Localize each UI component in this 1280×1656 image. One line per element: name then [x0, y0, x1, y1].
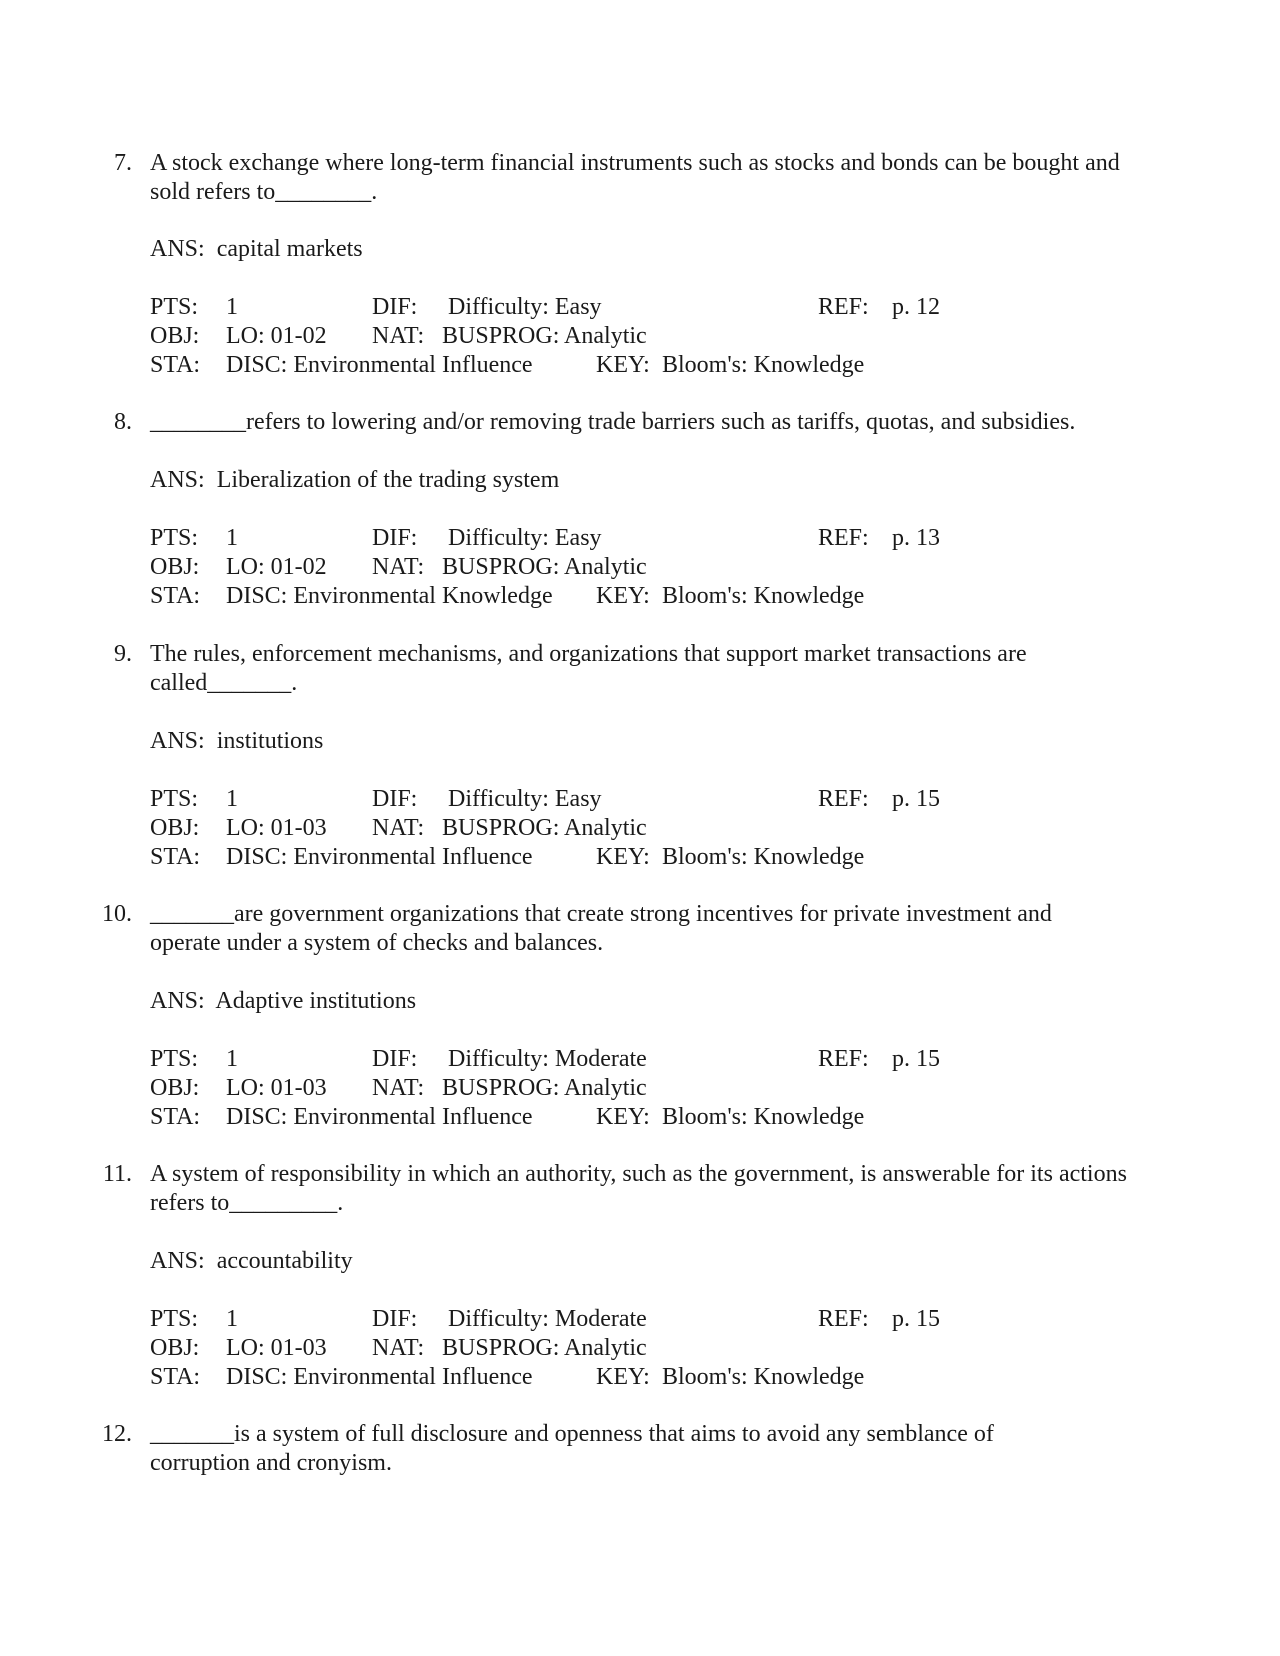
key-label: KEY:: [596, 352, 650, 378]
answer-label: ANS:: [150, 236, 205, 262]
pts-label: PTS:: [150, 786, 199, 812]
nat-label: NAT:: [372, 554, 425, 580]
answer-label: ANS:: [150, 1248, 205, 1274]
dif-value: Difficulty: Easy: [448, 294, 602, 320]
pts-value: 1: [226, 786, 238, 812]
question-text: ________refers to lowering and/or removing trade barriers such as tariffs, quotas, and subsidies.: [150, 409, 1076, 435]
pts-value: 1: [226, 294, 238, 320]
question-text: _______are government organizations that create strong incentives for private investment and operate under a system of checks and balances.: [150, 901, 1052, 956]
question-number: 12.: [102, 1421, 132, 1447]
answer-label: ANS:: [150, 728, 205, 754]
nat-label: NAT:: [372, 815, 425, 841]
answer-text: Liberalization of the trading system: [216, 467, 560, 493]
question-metadata: [150, 785, 1150, 872]
key-value: Bloom's: Knowledge: [662, 1364, 865, 1390]
question-number: 11.: [102, 1161, 132, 1187]
answer-text: accountability: [216, 1248, 353, 1274]
ref-label: REF:: [818, 294, 869, 320]
obj-value: LO: 01-03: [226, 815, 327, 841]
sta-value: DISC: Environmental Influence: [226, 1364, 533, 1390]
question-text: The rules, enforcement mechanisms, and organizations that support market transactions are called_______.: [150, 641, 1027, 696]
sta-label: STA:: [150, 352, 201, 378]
pts-label: PTS:: [150, 294, 199, 320]
pts-label: PTS:: [150, 1306, 199, 1332]
sta-label: STA:: [150, 1104, 201, 1130]
question-metadata: [150, 1045, 1150, 1132]
dif-label: DIF:: [372, 1046, 418, 1072]
nat-value: BUSPROG: Analytic: [442, 554, 647, 580]
dif-value: Difficulty: Easy: [448, 786, 602, 812]
key-label: KEY:: [596, 1364, 650, 1390]
question-number: 7.: [114, 150, 132, 176]
ref-value: p. 15: [892, 786, 940, 812]
pts-value: 1: [226, 1306, 238, 1332]
answer-text: Adaptive institutions: [215, 988, 417, 1014]
obj-label: OBJ:: [150, 1335, 200, 1361]
question-metadata: [150, 293, 1150, 380]
key-value: Bloom's: Knowledge: [662, 583, 865, 609]
dif-label: DIF:: [372, 294, 418, 320]
answer-label: ANS:: [150, 988, 205, 1014]
question-number: 9.: [114, 641, 132, 667]
answer-line: [150, 1247, 353, 1276]
nat-value: BUSPROG: Analytic: [442, 1335, 647, 1361]
answer-line: [150, 727, 323, 756]
nat-value: BUSPROG: Analytic: [442, 815, 647, 841]
obj-value: LO: 01-03: [226, 1335, 327, 1361]
ref-label: REF:: [818, 1306, 869, 1332]
key-label: KEY:: [596, 844, 650, 870]
nat-label: NAT:: [372, 323, 425, 349]
ref-label: REF:: [818, 525, 869, 551]
obj-label: OBJ:: [150, 1075, 200, 1101]
pts-label: PTS:: [150, 525, 199, 551]
ref-value: p. 15: [892, 1306, 940, 1332]
sta-value: DISC: Environmental Influence: [226, 844, 533, 870]
sta-label: STA:: [150, 583, 201, 609]
question-number: 8.: [114, 409, 132, 435]
ref-label: REF:: [818, 1046, 869, 1072]
obj-label: OBJ:: [150, 554, 200, 580]
dif-label: DIF:: [372, 1306, 418, 1332]
dif-label: DIF:: [372, 786, 418, 812]
sta-label: STA:: [150, 844, 201, 870]
obj-value: LO: 01-03: [226, 1075, 327, 1101]
question-metadata: [150, 524, 1150, 611]
answer-text: capital markets: [216, 236, 363, 262]
question-text: _______is a system of full disclosure and openness that aims to avoid any semblance of corruption and cronyism.: [150, 1421, 994, 1476]
ref-label: REF:: [818, 786, 869, 812]
nat-value: BUSPROG: Analytic: [442, 323, 647, 349]
answer-line: [150, 235, 363, 264]
ref-value: p. 15: [892, 1046, 940, 1072]
nat-label: NAT:: [372, 1335, 425, 1361]
obj-value: LO: 01-02: [226, 554, 327, 580]
question-number: 10.: [102, 901, 132, 927]
dif-value: Difficulty: Easy: [448, 525, 602, 551]
nat-label: NAT:: [372, 1075, 425, 1101]
pts-label: PTS:: [150, 1046, 199, 1072]
dif-value: Difficulty: Moderate: [448, 1306, 647, 1332]
nat-value: BUSPROG: Analytic: [442, 1075, 647, 1101]
pts-value: 1: [226, 1046, 238, 1072]
question-metadata: [150, 1305, 1150, 1392]
dif-label: DIF:: [372, 525, 418, 551]
sta-value: DISC: Environmental Knowledge: [226, 583, 553, 609]
obj-label: OBJ:: [150, 815, 200, 841]
key-value: Bloom's: Knowledge: [662, 1104, 865, 1130]
key-value: Bloom's: Knowledge: [662, 352, 865, 378]
key-label: KEY:: [596, 1104, 650, 1130]
pts-value: 1: [226, 525, 238, 551]
question-text: A system of responsibility in which an authority, such as the government, is answerable for its actions refers to_________.: [150, 1161, 1127, 1216]
sta-label: STA:: [150, 1364, 201, 1390]
obj-label: OBJ:: [150, 323, 200, 349]
obj-value: LO: 01-02: [226, 323, 327, 349]
key-label: KEY:: [596, 583, 650, 609]
answer-text: institutions: [216, 728, 324, 754]
sta-value: DISC: Environmental Influence: [226, 352, 533, 378]
ref-value: p. 13: [892, 525, 940, 551]
answer-label: ANS:: [150, 467, 205, 493]
dif-value: Difficulty: Moderate: [448, 1046, 647, 1072]
answer-line: [150, 466, 559, 495]
answer-line: [150, 987, 416, 1016]
ref-value: p. 12: [892, 294, 940, 320]
question-text: A stock exchange where long-term financial instruments such as stocks and bonds can be bought and sold refers to________.: [150, 150, 1120, 205]
key-value: Bloom's: Knowledge: [662, 844, 865, 870]
sta-value: DISC: Environmental Influence: [226, 1104, 533, 1130]
